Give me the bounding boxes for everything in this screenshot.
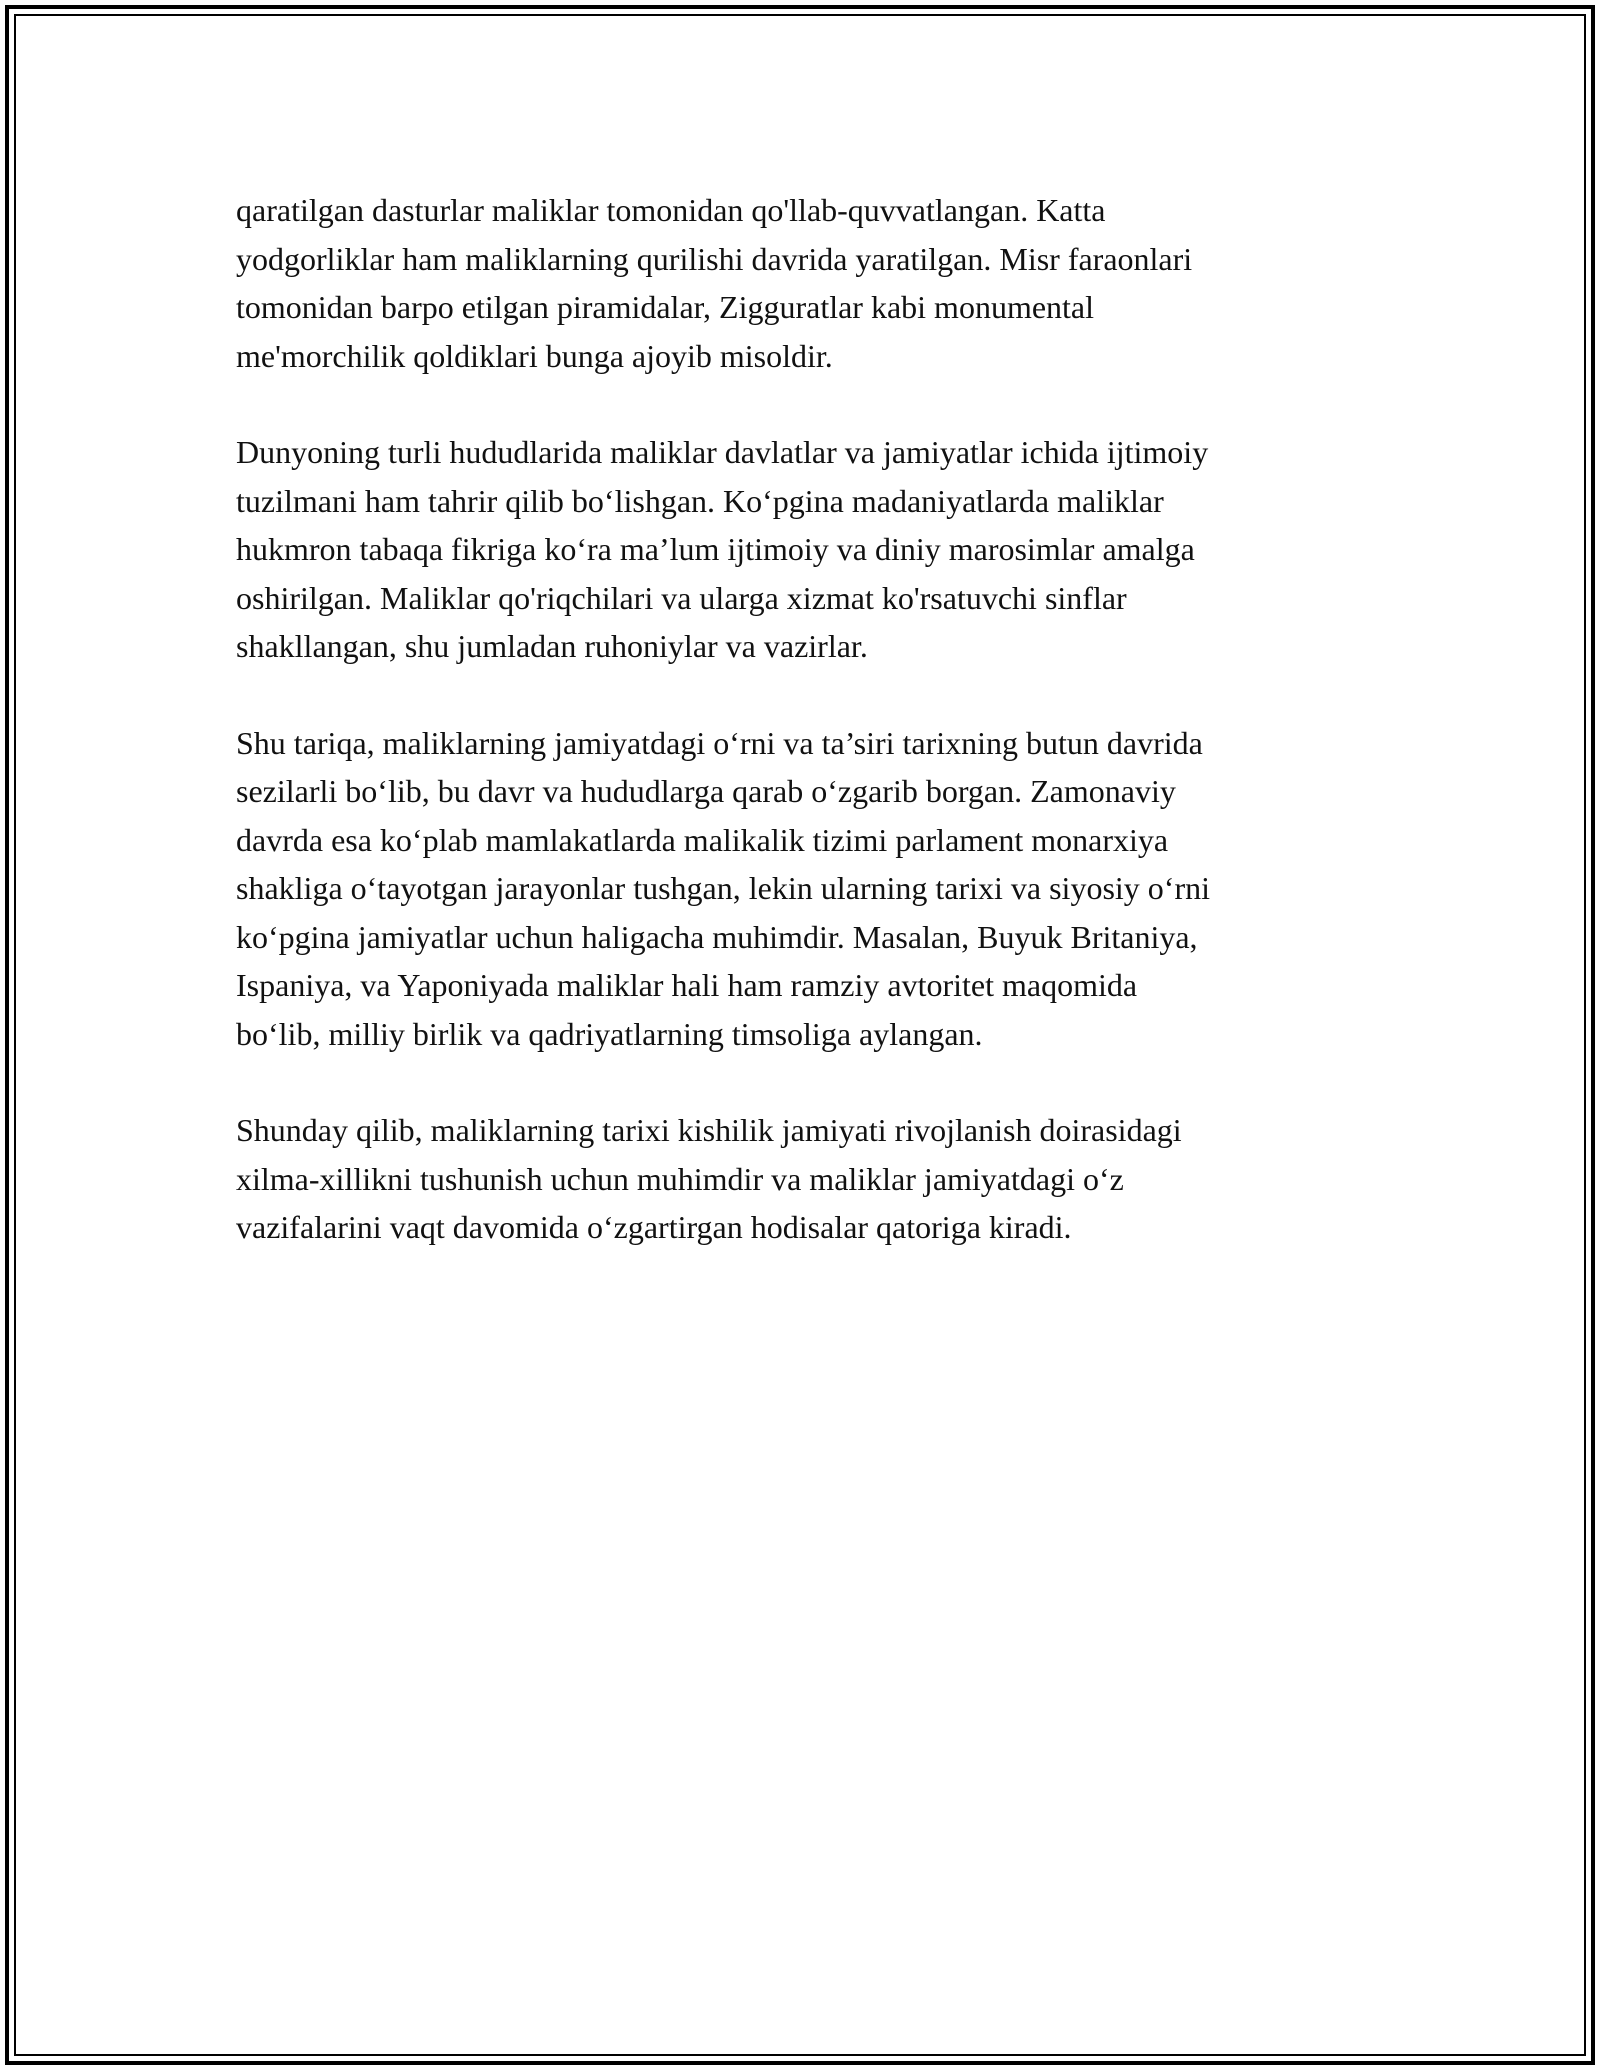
text-line: shakliga o‘tayotgan jarayonlar tushgan, lekin ularning tarixi va siyosiy o‘rni (236, 870, 1210, 906)
text-line: ko‘pgina jamiyatlar uchun haligacha muhimdir. Masalan, Buyuk Britaniya, (236, 918, 1198, 955)
text-line: davrda esa ko‘plab mamlakatlarda malikalik tizimi parlament monarxiya (236, 821, 1169, 858)
paragraph-1 (236, 186, 1366, 380)
text-line: Dunyoning turli hududlarida maliklar davlatlar va jamiyatlar ichida ijtimoiy (236, 434, 1209, 470)
text-line: vazifalarini vaqt davomida o‘zgartirgan hodisalar qatoriga kiradi. (236, 1209, 1072, 1245)
text-line: Ispaniya, va Yaponiyada maliklar hali ham ramziy avtoritet maqomida (236, 967, 1138, 1003)
text-line: oshirilgan. Maliklar qo'riqchilari va ularga xizmat ko'rsatuvchi sinflar (236, 579, 1127, 616)
text-line: bo‘lib, milliy birlik va qadriyatlarning timsoliga aylangan. (236, 1015, 983, 1052)
text-line: sezilarli bo‘lib, bu davr va hududlarga qarab o‘zgarib borgan. Zamonaviy (236, 773, 1176, 809)
text-line: xilma-xillikni tushunish uchun muhimdir va maliklar jamiyatdagi o‘z (236, 1160, 1124, 1197)
text-line: Shunday qilib, maliklarning tarixi kishilik jamiyati rivojlanish doirasidagi (236, 1112, 1182, 1148)
paragraph-2 (236, 428, 1366, 671)
text-line: me'morchilik qoldiklari bunga ajoyib misoldir. (236, 337, 833, 374)
text-line: hukmron tabaqa fikriga ko‘ra ma’lum ijtimoiy va diniy marosimlar amalga (236, 531, 1195, 567)
text-line: tuzilmani ham tahrir qilib bo‘lishgan. Ko‘pgina madaniyatlarda maliklar (236, 482, 1164, 519)
text-line: qaratilgan dasturlar maliklar tomonidan qo'llab-quvvatlangan. Katta (236, 192, 1106, 228)
paragraph-4 (236, 1106, 1366, 1252)
text-line: Shu tariqa, maliklarning jamiyatdagi o‘rni va ta’siri tarixning butun davrida (236, 724, 1203, 761)
text-line: tomonidan barpo etilgan piramidalar, Zigguratlar kabi monumental (236, 289, 1095, 325)
paragraph-3 (236, 719, 1366, 1059)
document-body (236, 186, 1366, 1300)
text-line: shakllangan, shu jumladan ruhoniylar va vazirlar. (236, 628, 868, 664)
text-line: yodgorliklar ham maliklarning qurilishi davrida yaratilgan. Misr faraonlari (236, 240, 1193, 277)
